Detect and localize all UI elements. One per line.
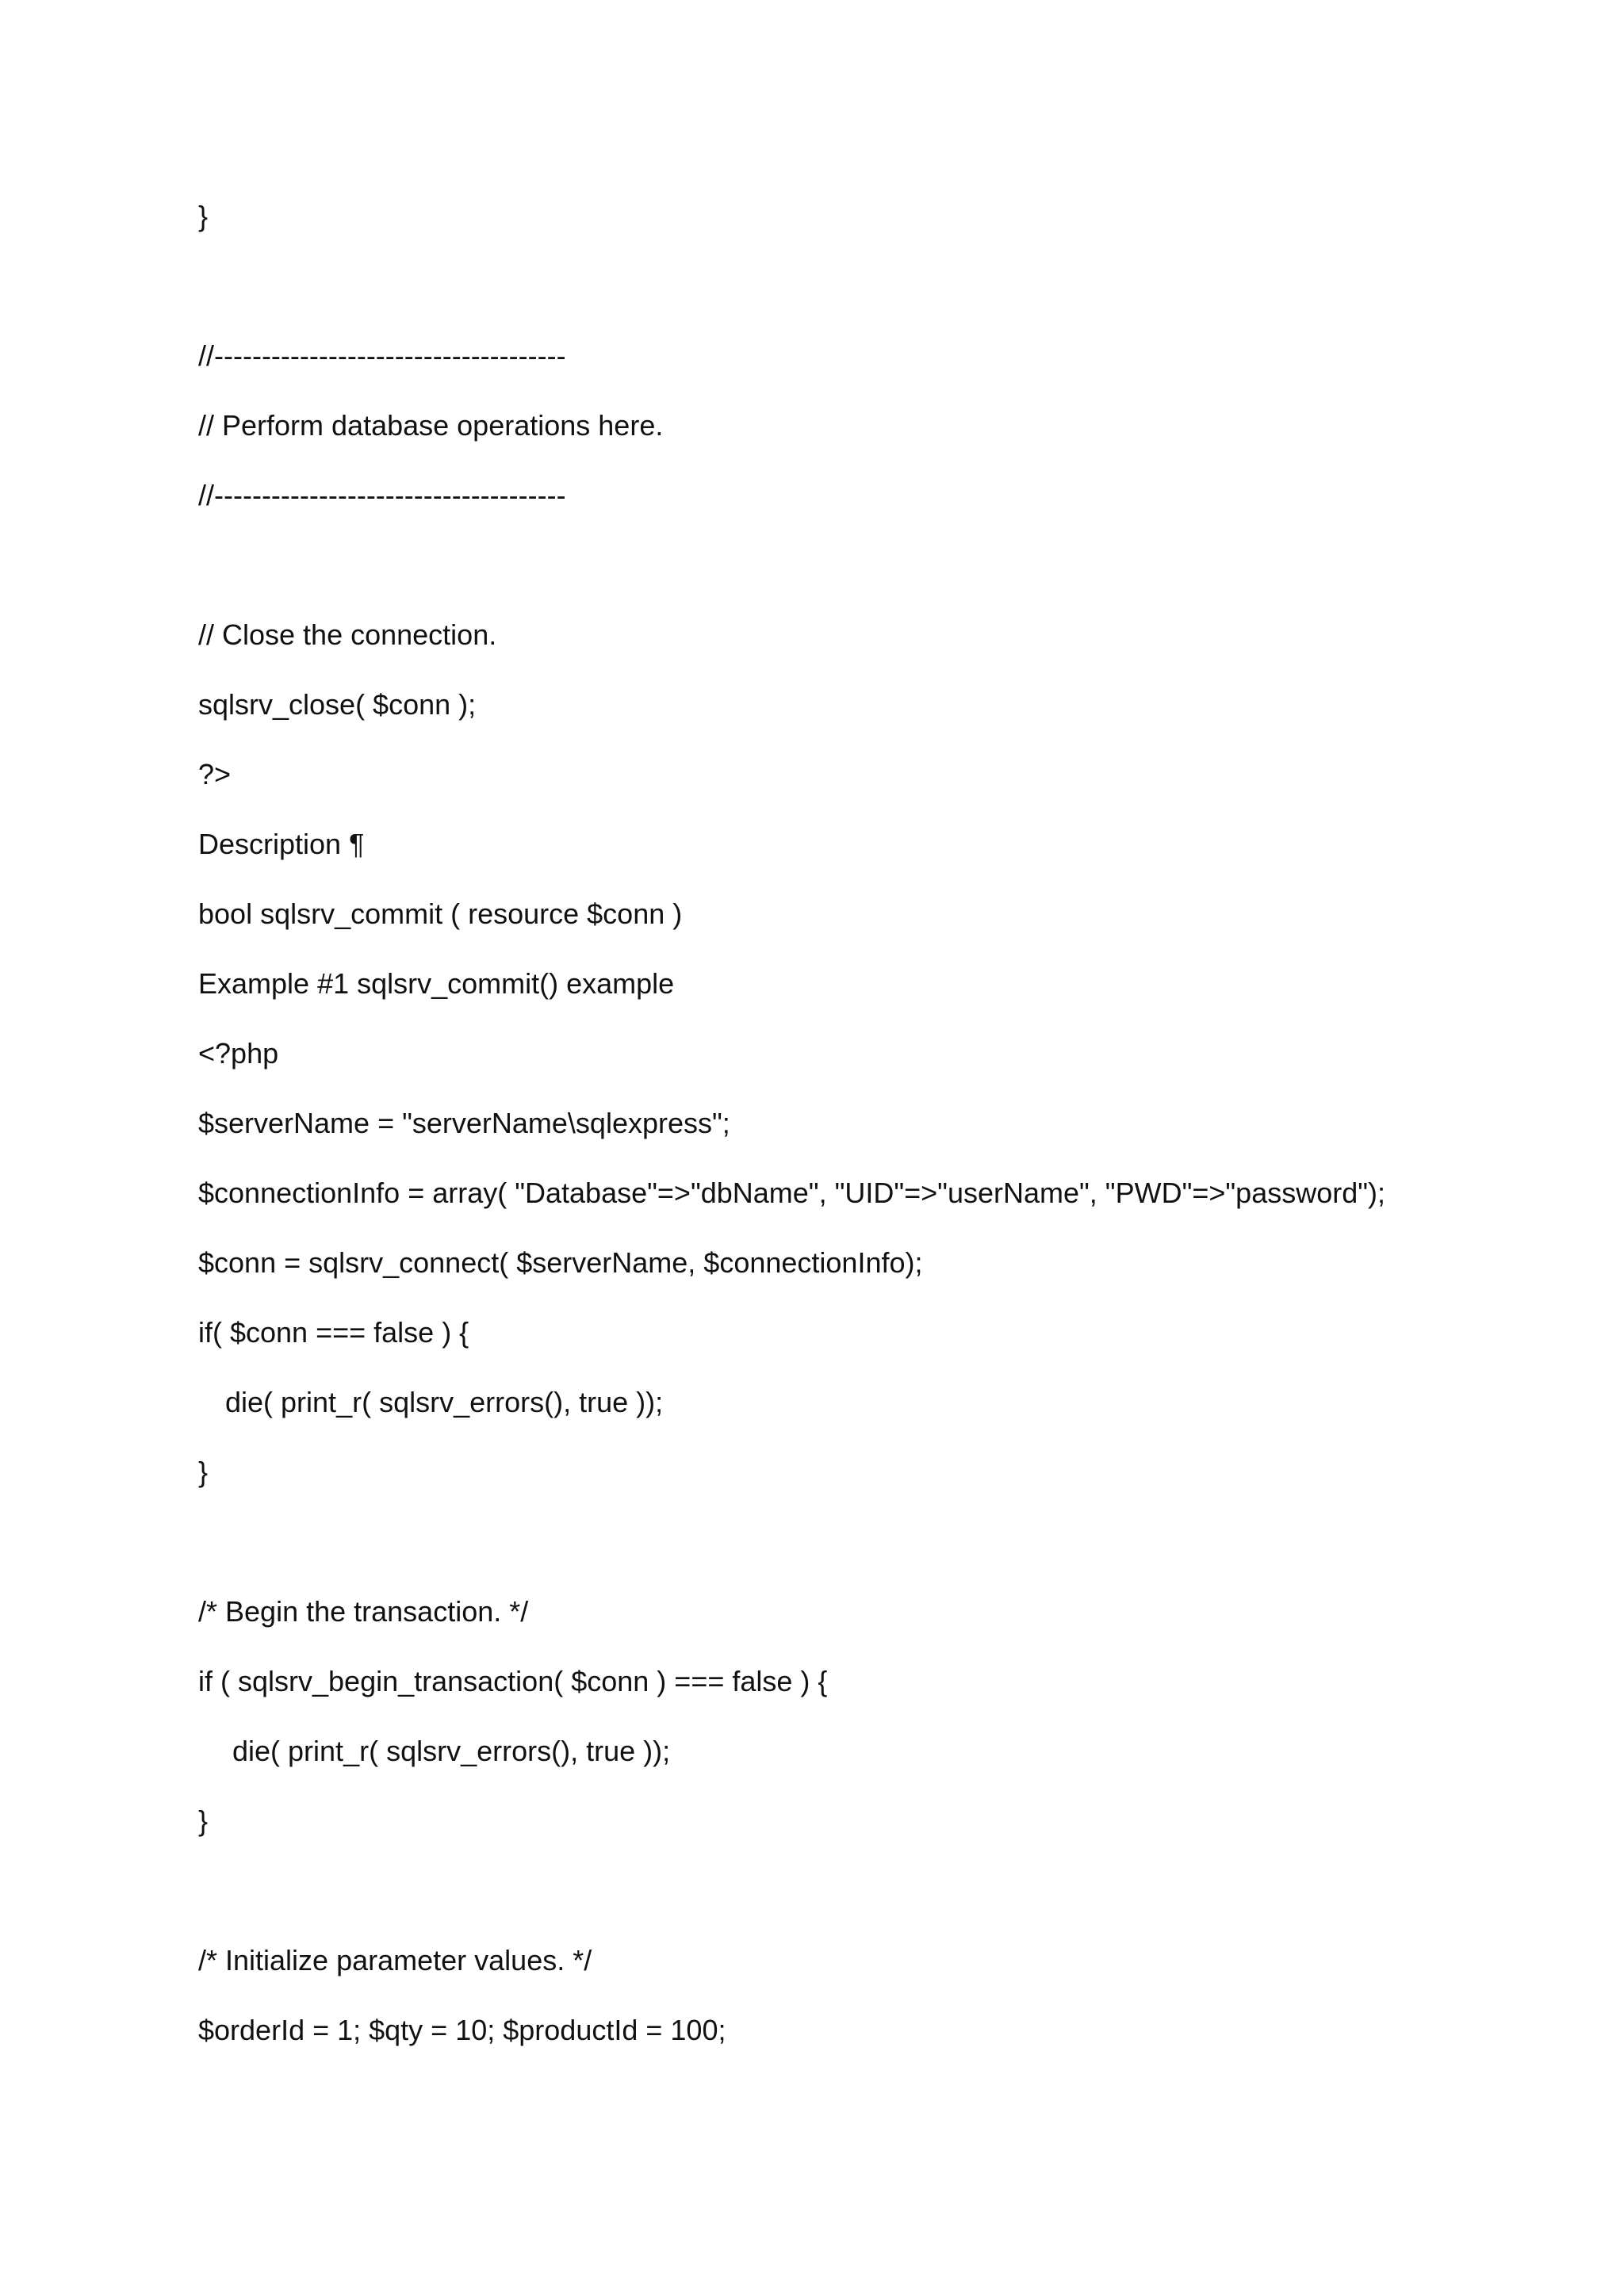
code-line-closing-brace: } bbox=[198, 1456, 209, 1488]
code-line: sqlsrv_close( $conn ); bbox=[198, 688, 477, 721]
code-line-comment: // Perform database operations here. bbox=[198, 409, 664, 442]
code-line-closing-brace: } bbox=[198, 200, 209, 232]
code-line: $serverName = "serverName\sqlexpress"; bbox=[198, 1107, 730, 1139]
code-line-closing-brace: } bbox=[198, 1804, 209, 1837]
code-line-comment-separator: //------------------------------------- bbox=[198, 479, 566, 511]
code-line-indented: die( print_r( sqlsrv_errors(), true )); bbox=[232, 1735, 671, 1767]
example-title: Example #1 sqlsrv_commit() example bbox=[198, 967, 675, 1000]
code-line-comment: // Close the connection. bbox=[198, 618, 497, 651]
code-line: $connectionInfo = array( "Database"=>"dbName", "UID"=>"userName", "PWD"=>"password"); bbox=[198, 1177, 1386, 1209]
code-line-comment: /* Begin the transaction. */ bbox=[198, 1595, 529, 1628]
code-line-comment-separator: //------------------------------------- bbox=[198, 339, 566, 372]
code-line-php-open-tag: <?php bbox=[198, 1037, 279, 1070]
code-line: if( $conn === false ) { bbox=[198, 1316, 469, 1349]
code-line: $conn = sqlsrv_connect( $serverName, $connectionInfo); bbox=[198, 1246, 923, 1279]
section-heading-description: Description ¶ bbox=[198, 828, 365, 860]
code-line-indented: die( print_r( sqlsrv_errors(), true )); bbox=[225, 1386, 664, 1418]
function-signature: bool sqlsrv_commit ( resource $conn ) bbox=[198, 897, 683, 930]
code-line-comment: /* Initialize parameter values. */ bbox=[198, 1944, 592, 1976]
code-line: $orderId = 1; $qty = 10; $productId = 100; bbox=[198, 2014, 726, 2046]
code-line: if ( sqlsrv_begin_transaction( $conn ) === false ) { bbox=[198, 1665, 828, 1697]
code-line-php-close-tag: ?> bbox=[198, 758, 232, 790]
